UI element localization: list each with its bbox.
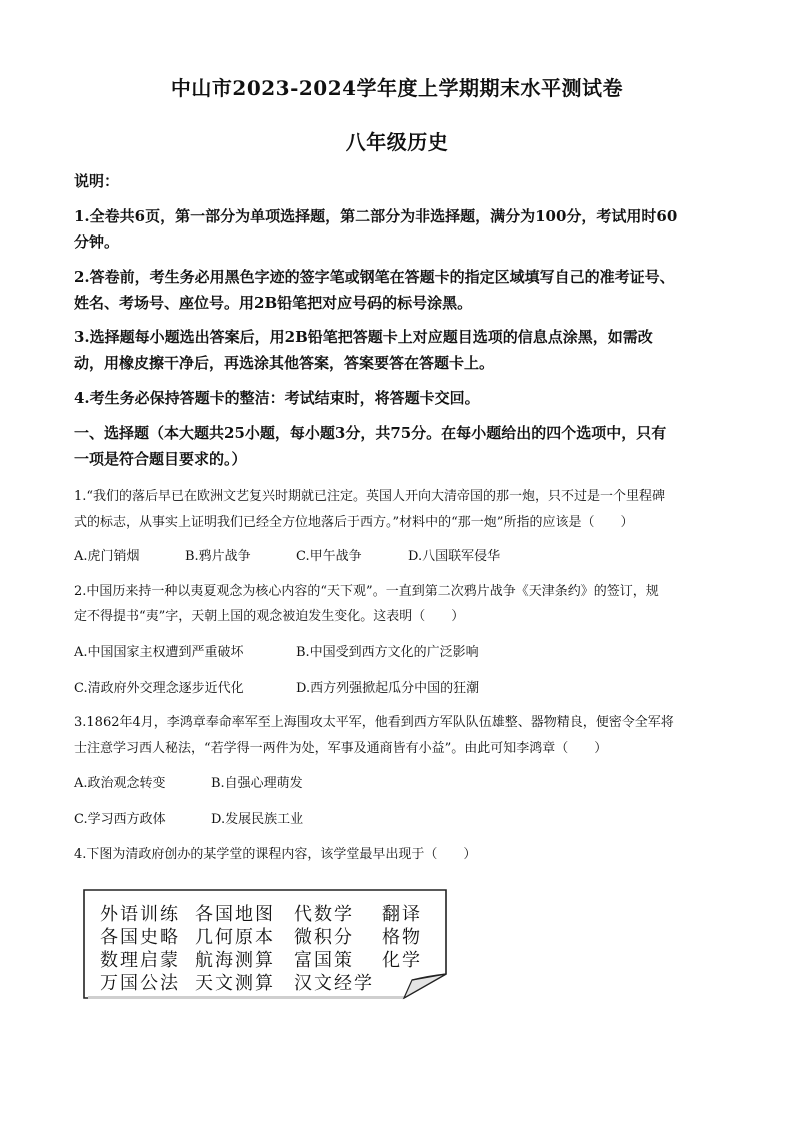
question-3-option-c: C.学习西方政体	[74, 812, 166, 827]
course-cell: 数理启蒙	[100, 950, 180, 971]
question-1-option-d: D.八国联军侵华	[408, 549, 501, 564]
question-1-option-c: C.甲午战争	[296, 549, 362, 564]
question-2-option-c: C.清政府外交理念逐步近代化	[74, 681, 244, 696]
course-cell: 格物	[382, 927, 422, 948]
question-3-option-a: A.政治观念转变	[74, 776, 166, 791]
course-cell: 汉文经学	[294, 973, 374, 994]
question-2-option-b: B.中国受到西方文化的广泛影响	[296, 645, 479, 660]
course-cell: 代数学	[294, 904, 354, 925]
instruction-2-line-1: 2.答卷前，考生务必用黑色字迹的签字笔或钢笔在答题卡的指定区域填写自己的准考证号、	[74, 268, 675, 286]
course-cell: 几何原本	[195, 927, 275, 948]
course-cell: 富国策	[294, 950, 354, 971]
question-2-line-2: 定不得提书“夷”字，天朝上国的观念被迫发生变化。这表明（ ）	[74, 609, 465, 624]
question-4-line-1: 4.下图为清政府创办的某学堂的课程内容，该学堂最早出现于（ ）	[74, 847, 477, 862]
section-heading-line-2: 一项是符合题目要求的。）	[74, 450, 247, 468]
question-3-line-1: 3.1862年4月，李鸿章奉命率军至上海围攻太平军，他看到西方军队队伍雄整、器物精良，便密令全军将	[74, 715, 674, 730]
question-1-line-1: 1.“我们的落后早已在欧洲文艺复兴时期就已注定。英国人开向大清帝国的那一炮，只不过是一个里程碑	[74, 489, 666, 504]
course-cell: 天文测算	[195, 973, 275, 994]
instructions-heading: 说明：	[74, 172, 120, 190]
question-2-option-a: A.中国国家主权遭到严重破坏	[74, 645, 244, 660]
question-3-option-d: D.发展民族工业	[211, 812, 304, 827]
course-cell: 外语训练	[100, 904, 180, 925]
instruction-2-line-2: 姓名、考场号、座位号。用2B铅笔把对应号码的标号涂黑。	[74, 294, 473, 312]
instruction-3-line-1: 3.选择题每小题选出答案后，用2B铅笔把答题卡上对应题目选项的信息点涂黑，如需改	[74, 328, 653, 346]
course-cell: 翻译	[382, 904, 422, 925]
exam-subtitle: 八年级历史	[345, 130, 449, 154]
course-cell: 各国地图	[195, 904, 275, 925]
question-1-option-b: B.鸦片战争	[185, 549, 251, 564]
exam-title: 中山市2023-2024学年度上学期期末水平测试卷	[170, 76, 624, 100]
course-cell: 微积分	[294, 927, 354, 948]
course-cell: 化学	[382, 950, 422, 971]
question-3-option-b: B.自强心理萌发	[211, 776, 303, 791]
instruction-4: 4.考生务必保持答题卡的整洁：考试结束时，将答题卡交回。	[74, 389, 480, 407]
course-cell: 万国公法	[100, 973, 180, 994]
question-3-line-2: 士注意学习西人秘法，“若学得一两件为处，军事及通商皆有小益”。由此可知李鸿章（ ）	[74, 741, 608, 756]
question-2-line-1: 2.中国历来持一种以夷夏观念为核心内容的“天下观”。一直到第二次鸦片战争《天津条约》的签订，规	[74, 584, 659, 599]
instruction-1-line-1: 1.全卷共6页，第一部分为单项选择题，第二部分为非选择题，满分为100分，考试用时60	[74, 207, 678, 225]
question-1-line-2: 式的标志，从事实上证明我们已经全方位地落后于西方。”材料中的“那一炮”所指的应该是（ ）	[74, 515, 634, 530]
question-2-option-d: D.西方列强掀起瓜分中国的狂潮	[296, 681, 480, 696]
instruction-1-line-2: 分钟。	[74, 233, 120, 251]
section-heading-line-1: 一、选择题（本大题共25小题，每小题3分，共75分。在每小题给出的四个选项中，只有	[74, 424, 667, 442]
instruction-3-line-2: 动，用橡皮擦干净后，再选涂其他答案，答案要答在答题卡上。	[74, 354, 495, 372]
curriculum-figure	[82, 888, 448, 1000]
course-cell: 各国史略	[100, 927, 180, 948]
question-1-option-a: A.虎门销烟	[74, 549, 140, 564]
course-cell: 航海测算	[195, 950, 275, 971]
